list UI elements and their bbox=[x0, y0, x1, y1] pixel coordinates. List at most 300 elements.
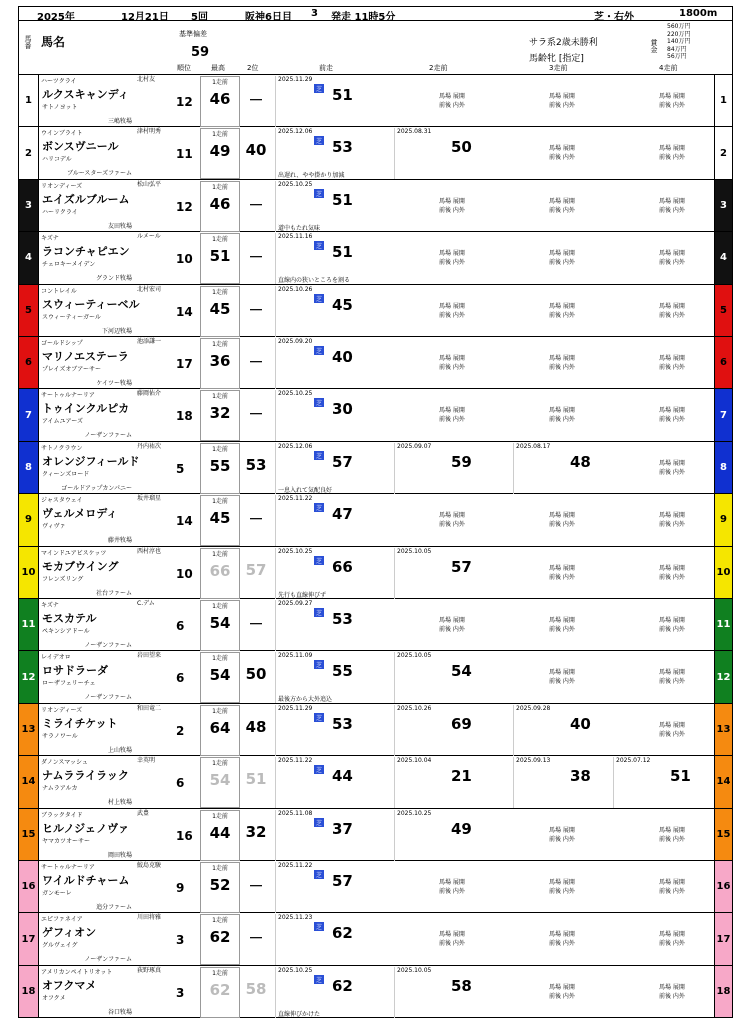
horse-name: モカブウイング bbox=[42, 559, 119, 573]
empty-label2: 前後 内外 bbox=[659, 154, 685, 162]
first-label: 1走前 bbox=[212, 341, 228, 348]
prev2-date: 2025.10.25 bbox=[397, 809, 432, 817]
jockey: 北村友 bbox=[137, 76, 156, 83]
prev-value: 47 bbox=[332, 505, 353, 524]
prev3-empty bbox=[549, 248, 575, 266]
second-value: － bbox=[248, 300, 264, 319]
empty-label: 馬場 展開 bbox=[439, 197, 465, 205]
empty-label: 馬場 展開 bbox=[549, 564, 575, 572]
rank: 5 bbox=[176, 461, 185, 476]
prev3-value: 38 bbox=[570, 767, 591, 786]
best-box bbox=[200, 548, 240, 599]
horse-number-right: 17 bbox=[714, 913, 732, 964]
prev2-race bbox=[394, 705, 512, 756]
prev2-empty bbox=[439, 91, 465, 109]
empty-label2: 前後 内外 bbox=[549, 678, 575, 686]
horse-number: 6 bbox=[19, 337, 39, 388]
surface-mark: 芝 bbox=[316, 714, 323, 722]
empty-label: 馬場 展開 bbox=[659, 721, 685, 729]
surface-mark: 芝 bbox=[316, 557, 323, 565]
empty-label2: 前後 内外 bbox=[439, 102, 465, 109]
sire: ハーツクライ bbox=[41, 78, 77, 85]
start-time: 発走 11時5分 bbox=[331, 12, 396, 23]
rank: 16 bbox=[176, 828, 193, 843]
first-label: 1走前 bbox=[212, 969, 228, 977]
horse-name: オフクマメ bbox=[42, 978, 97, 992]
breeder: 友田牧場 bbox=[107, 222, 132, 230]
horse-name: ヴェルメロディ bbox=[42, 507, 118, 521]
prev3-empty bbox=[549, 196, 575, 214]
first-label: 1走前 bbox=[212, 550, 228, 558]
prize-4: 84万円 bbox=[667, 45, 687, 53]
first-label: 1走前 bbox=[212, 498, 228, 506]
prev2-date: 2025.10.05 bbox=[397, 966, 432, 974]
empty-label2: 前後 内外 bbox=[659, 678, 685, 686]
horse-row bbox=[19, 442, 732, 494]
horse-number: 14 bbox=[19, 756, 39, 807]
empty-label2: 前後 内外 bbox=[659, 416, 685, 424]
horse-name: ラコンチャピエン bbox=[42, 245, 130, 259]
empty-label: 馬場 展開 bbox=[659, 250, 685, 258]
horse-number-right: 15 bbox=[714, 809, 732, 860]
horse-name: エイズルブルーム bbox=[42, 192, 130, 206]
best-value: 54 bbox=[209, 771, 231, 790]
best-box bbox=[200, 181, 240, 232]
prev2-empty bbox=[439, 929, 465, 947]
empty-label2: 前後 内外 bbox=[659, 102, 685, 109]
second-box bbox=[241, 810, 271, 861]
horse-number: 2 bbox=[19, 127, 39, 178]
horse-row bbox=[19, 861, 732, 913]
jockey: 藤岡佑介 bbox=[137, 390, 162, 398]
prev2-date: 2025.08.31 bbox=[397, 128, 432, 136]
rank: 3 bbox=[176, 933, 185, 948]
base-label: 基準偏差 bbox=[179, 30, 207, 38]
best-box bbox=[200, 914, 240, 965]
prev-date: 2025.12.06 bbox=[278, 128, 313, 136]
second-box bbox=[241, 548, 271, 599]
surface-mark: 芝 bbox=[316, 610, 323, 617]
surface-mark: 芝 bbox=[316, 400, 323, 408]
best-value: 32 bbox=[209, 404, 231, 423]
prev-date: 2025.12.06 bbox=[278, 442, 313, 450]
jockey: 北村宏司 bbox=[137, 285, 162, 293]
prev3-date: 2025.09.28 bbox=[516, 704, 551, 712]
breeder: ノーザンファーム bbox=[84, 956, 132, 964]
empty-label: 馬場 展開 bbox=[659, 669, 685, 677]
best-value: 45 bbox=[209, 299, 231, 318]
horse-number-right: 3 bbox=[714, 180, 732, 231]
first-label: 1走前 bbox=[212, 445, 228, 453]
best-box bbox=[200, 705, 240, 756]
empty-label2: 前後 内外 bbox=[659, 992, 685, 1000]
empty-label: 馬場 展開 bbox=[549, 512, 575, 520]
rank: 6 bbox=[176, 671, 185, 686]
best-value: 36 bbox=[209, 352, 231, 370]
prev4-empty bbox=[659, 248, 685, 266]
second-value: 48 bbox=[245, 717, 267, 736]
empty-label2: 前後 内外 bbox=[659, 835, 685, 843]
empty-label2: 前後 内外 bbox=[549, 835, 575, 843]
first-label: 1走前 bbox=[212, 393, 228, 401]
surface-mark: 芝 bbox=[316, 819, 323, 827]
prev-date: 2025.11.22 bbox=[278, 495, 313, 503]
prev-comment: 先行も直線伸びず bbox=[278, 591, 327, 599]
prev-race bbox=[275, 128, 393, 179]
prev-value: 62 bbox=[332, 924, 353, 943]
prev2-date: 2025.10.04 bbox=[397, 757, 432, 765]
prev-date: 2025.11.16 bbox=[278, 233, 313, 241]
prev3-empty bbox=[549, 353, 575, 371]
horse-name: ナムラライラック bbox=[42, 769, 129, 783]
jockey: 武豊 bbox=[137, 809, 150, 817]
second-box bbox=[241, 181, 271, 232]
prev-date: 2025.11.08 bbox=[278, 809, 313, 817]
jockey: 松山弘平 bbox=[137, 180, 162, 188]
rank: 6 bbox=[176, 776, 185, 791]
horse-number-right: 11 bbox=[714, 599, 732, 650]
prev2-value: 54 bbox=[451, 662, 472, 681]
horse-row bbox=[19, 75, 732, 127]
empty-label2: 前後 内外 bbox=[549, 416, 575, 424]
empty-label: 馬場 展開 bbox=[439, 512, 465, 520]
jockey: 幸英明 bbox=[137, 757, 156, 765]
prev-value: 53 bbox=[332, 610, 353, 628]
first-label: 1走前 bbox=[212, 79, 228, 86]
prev2-empty bbox=[439, 615, 465, 633]
first-label: 1走前 bbox=[212, 288, 228, 296]
horse-name: スウィーティーベル bbox=[42, 297, 140, 311]
sire: サートゥルナーリア bbox=[41, 864, 95, 871]
dam: アイムユアーズ bbox=[42, 418, 83, 426]
empty-label: 馬場 展開 bbox=[439, 879, 465, 886]
rank: 14 bbox=[176, 514, 193, 529]
sire: レイデオロ bbox=[41, 654, 71, 662]
second-box bbox=[241, 757, 271, 808]
empty-label: 馬場 展開 bbox=[659, 407, 685, 415]
best-value: 46 bbox=[209, 194, 231, 213]
empty-label2: 前後 内外 bbox=[549, 573, 575, 581]
second-value: － bbox=[248, 510, 264, 529]
dam: ペキンシアドール bbox=[42, 628, 90, 635]
rank: 14 bbox=[176, 304, 193, 319]
prev3-race bbox=[513, 705, 631, 756]
prize-5: 56万円 bbox=[667, 53, 687, 60]
prev-comment: 一息入れて気配良好 bbox=[278, 486, 333, 494]
horse-number: 11 bbox=[19, 599, 39, 650]
prev-race bbox=[275, 390, 393, 441]
prev2-race bbox=[394, 128, 512, 179]
surface-mark: 芝 bbox=[316, 767, 323, 775]
empty-label: 馬場 展開 bbox=[549, 197, 575, 205]
second-box bbox=[241, 652, 271, 703]
prev2-race bbox=[394, 757, 512, 808]
race-header bbox=[19, 7, 732, 21]
prev-race bbox=[275, 705, 393, 756]
prev2-date: 2025.10.26 bbox=[397, 704, 432, 712]
second-value: 40 bbox=[245, 141, 267, 160]
jockey: 和田竜二 bbox=[137, 704, 162, 712]
horse-number: 13 bbox=[19, 704, 39, 755]
prev2-race bbox=[394, 548, 512, 599]
horse-number: 10 bbox=[19, 547, 39, 598]
breeder: 上山牧場 bbox=[107, 746, 132, 754]
horse-row bbox=[19, 756, 732, 808]
prev-date: 2025.11.23 bbox=[278, 914, 313, 922]
sire: ジャスタウェイ bbox=[41, 497, 83, 505]
prev4-empty bbox=[659, 196, 685, 214]
rank: 10 bbox=[176, 566, 193, 581]
prev3-empty bbox=[549, 877, 575, 895]
best-box bbox=[200, 495, 240, 546]
horse-row bbox=[19, 127, 732, 179]
prev2-empty bbox=[439, 877, 465, 895]
horse-row bbox=[19, 704, 732, 756]
second-value: － bbox=[248, 91, 264, 109]
jockey: 鮫島克駿 bbox=[137, 862, 162, 869]
best-box bbox=[200, 810, 240, 861]
horse-row bbox=[19, 389, 732, 441]
breeder: 谷口牧場 bbox=[107, 1008, 132, 1016]
first-label: 1走前 bbox=[212, 917, 228, 925]
prev4-empty bbox=[659, 667, 685, 685]
empty-label2: 前後 内外 bbox=[549, 154, 575, 162]
second-value: － bbox=[248, 353, 264, 371]
prev-value: 53 bbox=[332, 714, 353, 733]
prev3-race bbox=[513, 443, 631, 494]
horse-row bbox=[19, 651, 732, 703]
prev3-empty bbox=[549, 563, 575, 581]
column-header bbox=[19, 61, 732, 75]
prev2-empty bbox=[439, 248, 465, 266]
first-label: 1走前 bbox=[212, 183, 228, 191]
prev-race bbox=[275, 757, 393, 808]
prev2-date: 2025.10.05 bbox=[397, 547, 432, 555]
empty-label: 馬場 展開 bbox=[659, 512, 685, 520]
breeder: 三嶋牧場 bbox=[107, 118, 132, 125]
second-value: 53 bbox=[245, 455, 267, 474]
second-value: － bbox=[248, 615, 264, 633]
prev-race bbox=[275, 338, 393, 389]
best-box bbox=[200, 600, 240, 651]
race-course: 阪神6日目 bbox=[245, 12, 292, 23]
dam: ヤマカツオーサー bbox=[42, 837, 91, 845]
dam: ハーリクライ bbox=[42, 208, 78, 216]
prev4-empty bbox=[659, 929, 685, 947]
prev2-empty bbox=[439, 405, 465, 423]
prev-comment: 直線内の狭いところを割る bbox=[278, 277, 351, 285]
prev4-empty bbox=[659, 563, 685, 581]
second-value: － bbox=[248, 248, 264, 267]
prize-1: 560万円 bbox=[667, 23, 691, 30]
dam: フレンズリング bbox=[42, 575, 84, 583]
best-box bbox=[200, 128, 240, 179]
empty-label2: 前後 内外 bbox=[549, 888, 575, 895]
dam: クィーンズロード bbox=[42, 470, 90, 478]
second-value: 58 bbox=[245, 979, 267, 998]
sire: ウインブライト bbox=[41, 130, 83, 138]
jockey: 岩田望来 bbox=[137, 652, 162, 660]
prev-race bbox=[275, 548, 393, 599]
horse-number: 4 bbox=[19, 232, 39, 283]
prev-value: 57 bbox=[332, 452, 353, 471]
rank: 6 bbox=[176, 619, 185, 633]
prev-date: 2025.11.29 bbox=[278, 704, 313, 712]
empty-label: 馬場 展開 bbox=[659, 879, 685, 886]
sire: リオンディーズ bbox=[41, 706, 83, 714]
horse-number-right: 10 bbox=[714, 547, 732, 598]
best-box bbox=[200, 338, 240, 389]
best-value: 55 bbox=[209, 456, 231, 475]
race-sheet bbox=[18, 6, 733, 1018]
race-cond: 馬齢牝 [指定] bbox=[529, 54, 584, 64]
dam: ヴィヴァ bbox=[42, 523, 66, 531]
horse-number: 8 bbox=[19, 442, 39, 493]
empty-label2: 前後 内外 bbox=[549, 206, 575, 214]
horse-number: 9 bbox=[19, 494, 39, 545]
empty-label: 馬場 展開 bbox=[659, 459, 685, 467]
first-label: 1走前 bbox=[212, 707, 228, 715]
prev-date: 2025.10.26 bbox=[278, 285, 313, 293]
prev-race bbox=[275, 862, 393, 913]
empty-label: 馬場 展開 bbox=[549, 879, 575, 886]
jockey: C.デム bbox=[137, 600, 155, 607]
horse-number: 17 bbox=[19, 913, 39, 964]
prev4-empty bbox=[659, 353, 685, 371]
prev-value: 51 bbox=[332, 190, 353, 209]
empty-label2: 前後 内外 bbox=[659, 888, 685, 895]
best-value: 51 bbox=[209, 247, 231, 266]
second-value: 57 bbox=[245, 560, 267, 579]
prev-date: 2025.09.20 bbox=[278, 338, 313, 345]
horse-row bbox=[19, 232, 732, 284]
second-box bbox=[241, 862, 271, 913]
horse-name: トゥインクルピカ bbox=[42, 402, 130, 416]
horse-name: ゲフィオン bbox=[42, 926, 97, 940]
surface: 芝・右外 bbox=[594, 12, 634, 23]
empty-label: 馬場 展開 bbox=[439, 407, 465, 415]
prev-value: 37 bbox=[332, 819, 353, 838]
prev3-empty bbox=[549, 982, 575, 1000]
prev2-value: 69 bbox=[451, 714, 472, 733]
rank: 18 bbox=[176, 409, 193, 424]
prev4-empty bbox=[659, 458, 685, 476]
prev-date: 2025.11.22 bbox=[278, 757, 313, 765]
horse-number: 1 bbox=[19, 75, 39, 126]
horse-number: 3 bbox=[19, 180, 39, 231]
prev-race bbox=[275, 233, 393, 284]
rank: 2 bbox=[176, 723, 185, 738]
empty-label: 馬場 展開 bbox=[659, 145, 685, 153]
best-value: 54 bbox=[209, 666, 231, 685]
empty-label: 馬場 展開 bbox=[549, 826, 575, 834]
prev-comment: 最後方から大外追込 bbox=[278, 696, 333, 704]
rank: 12 bbox=[176, 95, 193, 109]
col-second: 2位 bbox=[247, 64, 259, 72]
empty-label: 馬場 展開 bbox=[549, 983, 575, 991]
dam: グルヴェイグ bbox=[42, 942, 78, 950]
empty-label: 馬場 展開 bbox=[659, 302, 685, 310]
empty-label: 馬場 展開 bbox=[659, 617, 685, 624]
jockey: 西村淳也 bbox=[137, 547, 162, 555]
empty-label: 馬場 展開 bbox=[549, 669, 575, 677]
second-box bbox=[241, 128, 271, 179]
breeder: ノーザンファーム bbox=[84, 642, 132, 649]
first-label: 1走前 bbox=[212, 760, 228, 768]
first-label: 1走前 bbox=[212, 131, 228, 139]
prev-race bbox=[275, 286, 393, 337]
prev-race bbox=[275, 967, 393, 1018]
race-title: サラ系2歳未勝利 bbox=[529, 38, 598, 48]
surface-mark: 芝 bbox=[316, 662, 323, 670]
prev2-value: 57 bbox=[451, 557, 472, 576]
col-best: 最高 bbox=[211, 64, 225, 72]
surface-mark: 芝 bbox=[316, 86, 323, 93]
empty-label: 馬場 展開 bbox=[549, 407, 575, 415]
empty-label2: 前後 内外 bbox=[439, 888, 465, 895]
prev2-empty bbox=[439, 510, 465, 528]
breeder: ノーザンファーム bbox=[84, 432, 132, 440]
horse-row bbox=[19, 913, 732, 965]
prev-race bbox=[275, 181, 393, 232]
prev2-race bbox=[394, 652, 512, 703]
empty-label2: 前後 内外 bbox=[549, 364, 575, 371]
sire: キズナ bbox=[41, 602, 59, 609]
sire: コントレイル bbox=[41, 287, 77, 295]
prev3-empty bbox=[549, 510, 575, 528]
breeder: ゴールドアップカンパニー bbox=[61, 484, 132, 492]
race-date: 12月21日 bbox=[121, 12, 169, 23]
prev-date: 2025.10.25 bbox=[278, 180, 313, 188]
prev-value: 45 bbox=[332, 295, 353, 314]
prev-value: 66 bbox=[332, 557, 353, 576]
prev2-empty bbox=[439, 301, 465, 319]
prev3-empty bbox=[549, 667, 575, 685]
breeder: ケイツー牧場 bbox=[96, 380, 132, 387]
second-value: － bbox=[248, 929, 264, 948]
prev-race bbox=[275, 810, 393, 861]
jockey: ルメール bbox=[137, 233, 161, 241]
jockey: 丹内祐次 bbox=[137, 442, 162, 450]
empty-label: 馬場 展開 bbox=[659, 983, 685, 991]
empty-label2: 前後 内外 bbox=[549, 992, 575, 1000]
empty-label2: 前後 内外 bbox=[549, 311, 575, 319]
second-box bbox=[241, 76, 271, 127]
best-box bbox=[200, 967, 240, 1018]
dam: ローザフェリーチェ bbox=[42, 680, 96, 688]
horse-name: ルクスキャンディ bbox=[42, 88, 129, 101]
empty-label: 馬場 展開 bbox=[659, 931, 685, 939]
surface-mark: 芝 bbox=[316, 924, 323, 932]
prev3-empty bbox=[549, 143, 575, 161]
horse-number: 5 bbox=[19, 285, 39, 336]
best-box bbox=[200, 443, 240, 494]
prev-comment: 出遅れ、やや掛かり加減 bbox=[278, 172, 345, 180]
sire: ゴールドシップ bbox=[41, 340, 83, 347]
col-prev3: 3走前 bbox=[549, 64, 568, 72]
surface-mark: 芝 bbox=[316, 243, 323, 251]
empty-label2: 前後 内外 bbox=[659, 468, 685, 476]
prev-race bbox=[275, 914, 393, 965]
sire: ダノンスマッシュ bbox=[41, 759, 88, 767]
prev-race bbox=[275, 652, 393, 703]
empty-label: 馬場 展開 bbox=[659, 826, 685, 834]
breeder: ブルースターズファーム bbox=[66, 170, 132, 178]
prev2-race bbox=[394, 443, 512, 494]
second-value: 32 bbox=[245, 822, 267, 841]
horse-number-right: 9 bbox=[714, 494, 732, 545]
prev3-value: 48 bbox=[570, 452, 591, 471]
